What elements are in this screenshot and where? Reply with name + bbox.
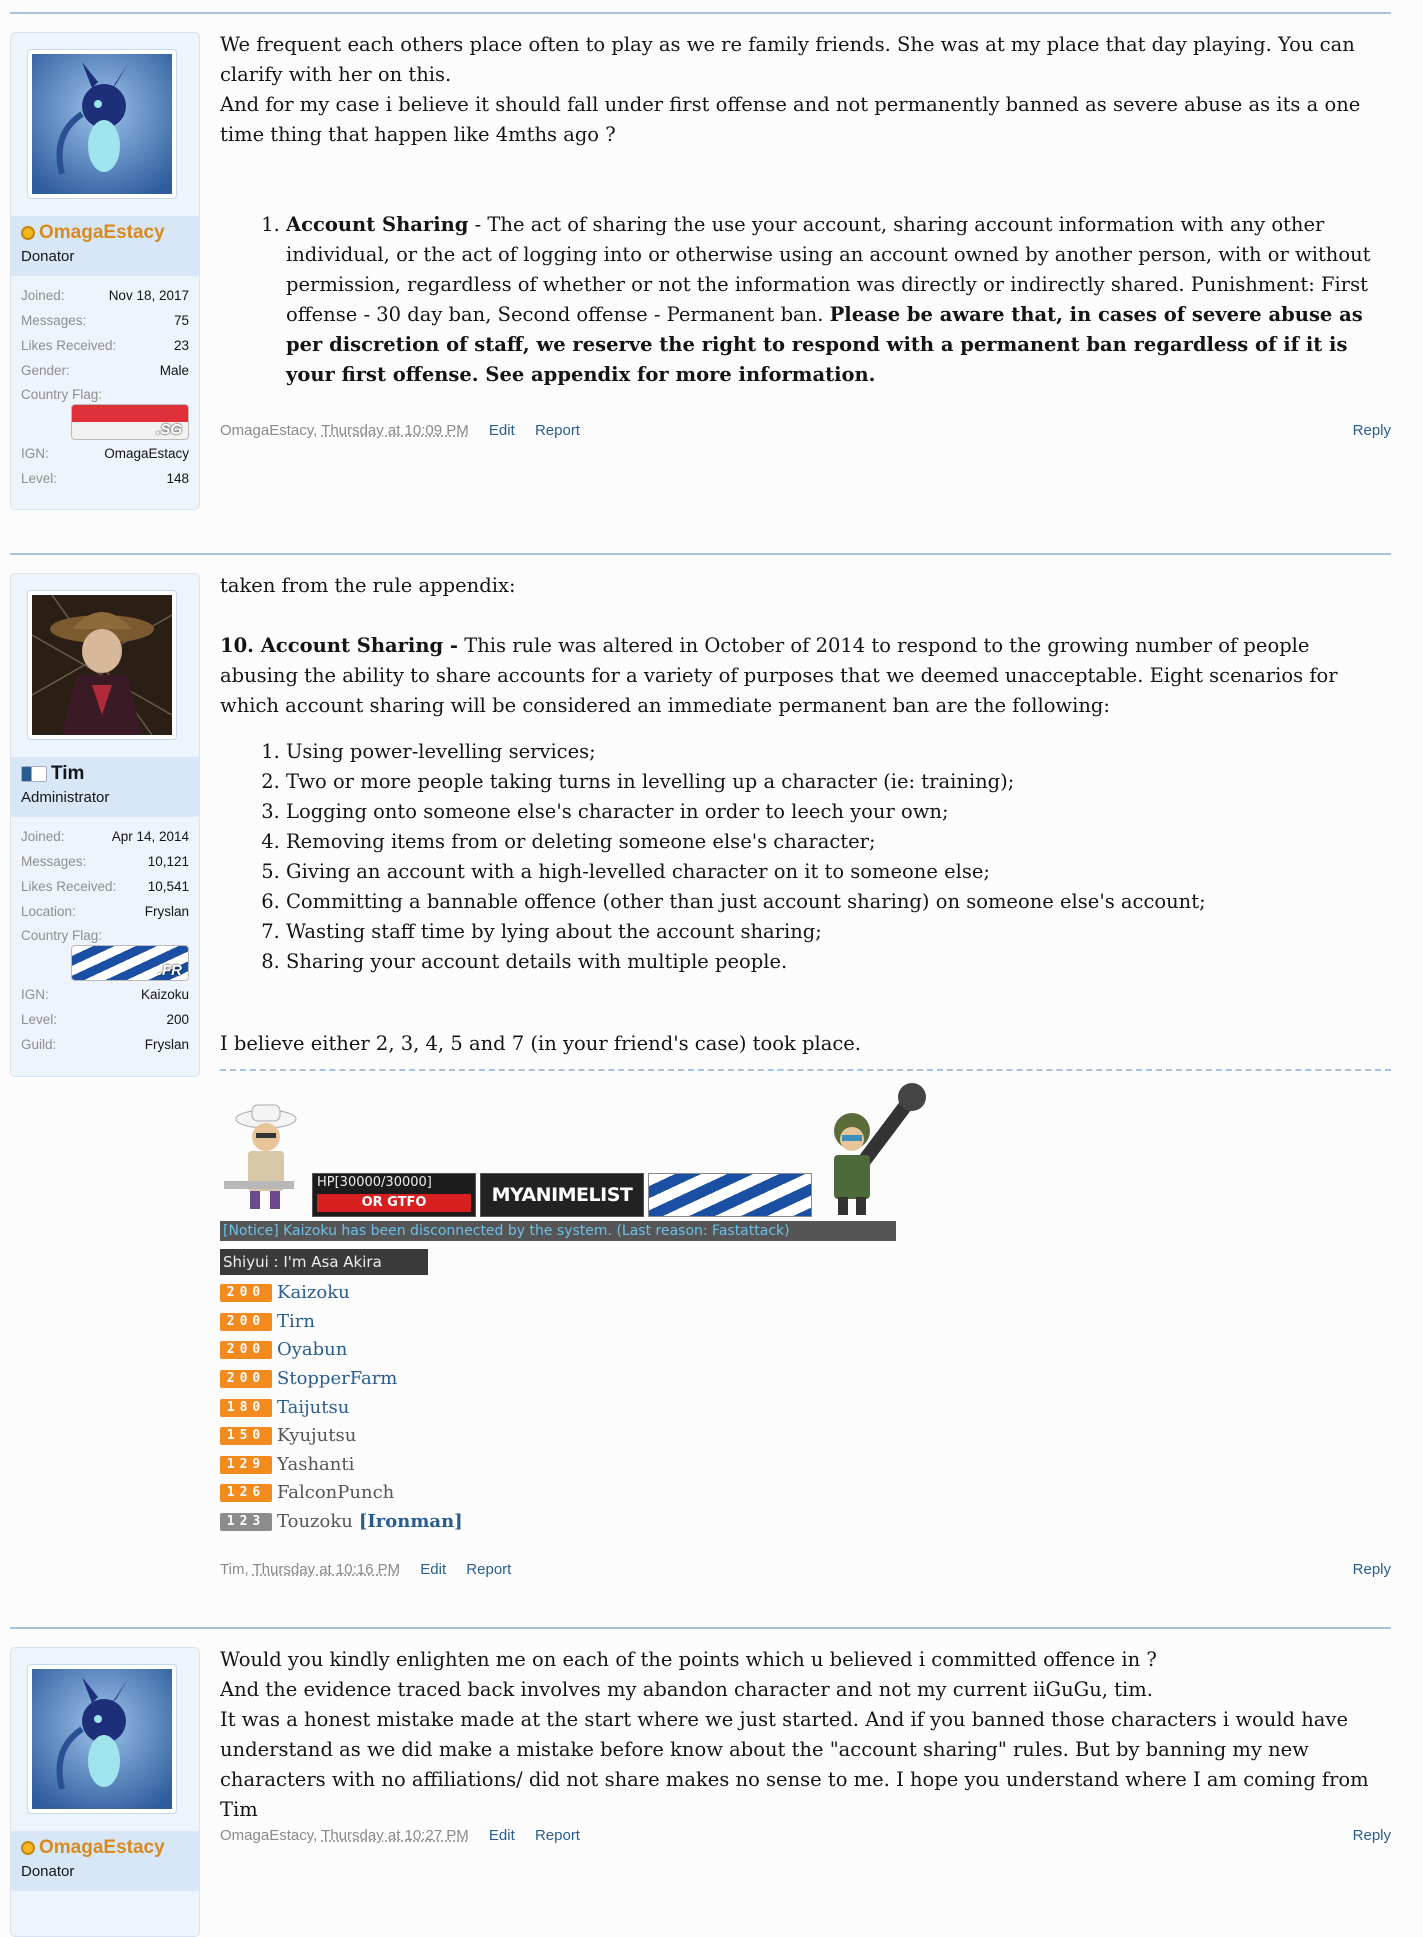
info-country-flag — [21, 383, 189, 438]
donator-badge-icon — [21, 226, 35, 240]
user-name-block — [11, 757, 199, 817]
info-level — [21, 466, 189, 491]
scenario-item: 5. Giving an account with a high-levelled character on it to someone else; — [286, 857, 1391, 887]
rule-text: - The act of sharing the use your account, sharing account information with any other individual, or the act of logging into or otherwise using an account owned by another person, with or without permission, regardless of whether or not the information was directly or indirectly shared. Punishment: First offense - 30 day ban, Second offense - Permanent ban. — [286, 213, 1371, 326]
level-badge: 150 — [220, 1427, 272, 1445]
post-omagaestacy-2 — [10, 1627, 1391, 1911]
character-name: Touzoku — [277, 1511, 353, 1533]
character-name-link[interactable]: Tirn — [277, 1310, 315, 1332]
scenario-item: 2. Two or more people taking turns in levelling up a character (ie: training); — [286, 767, 1391, 797]
report-button[interactable]: Report — [534, 1827, 580, 1844]
info-label: Messages: — [21, 313, 87, 328]
level-badge: 200 — [220, 1341, 272, 1359]
message-paragraph: I believe either 2, 3, 4, 5 and 7 (in your friend's case) took place. — [220, 1032, 862, 1055]
info-label: Likes Received: — [21, 338, 117, 353]
info-label: Country Flag: — [21, 928, 103, 943]
level-badge: 126 — [220, 1484, 272, 1502]
rule-item — [286, 210, 1391, 390]
character-name: FalconPunch — [277, 1482, 395, 1504]
info-label: Joined: — [21, 829, 65, 844]
info-likes — [21, 874, 189, 899]
post-author[interactable]: OmagaEstacy — [220, 422, 314, 439]
avatar[interactable] — [27, 590, 177, 740]
info-joined — [21, 824, 189, 849]
info-value: Apr 14, 2014 — [111, 829, 189, 844]
scenario-item: 6. Committing a bannable offence (other than just account sharing) on someone else's account; — [286, 887, 1391, 917]
character-row — [220, 1365, 463, 1394]
info-label: Country Flag: — [21, 387, 103, 402]
user-name-block — [11, 216, 199, 276]
info-value: Kaizoku — [140, 987, 189, 1002]
flag-code: .SG — [156, 421, 182, 438]
info-label: Level: — [21, 1012, 58, 1027]
character-row — [220, 1336, 463, 1365]
info-country-flag — [21, 924, 189, 979]
user-sidebar — [10, 32, 200, 510]
edit-button[interactable]: Edit — [488, 1827, 515, 1844]
message-paragraph: We frequent each others place often to play as we re family friends. She was at my place that day playing. You can clarify with her on this. — [220, 33, 1355, 86]
character-row — [220, 1308, 463, 1337]
singapore-flag-icon — [71, 404, 189, 440]
user-title: Donator — [21, 248, 75, 265]
chat-bubble: Shiyui : I'm Asa Akira — [220, 1249, 428, 1275]
username-link[interactable] — [21, 763, 84, 785]
character-name-link[interactable]: Kaizoku — [277, 1282, 350, 1304]
report-button[interactable]: Report — [466, 1561, 512, 1578]
info-likes — [21, 333, 189, 358]
post-tim — [10, 553, 1391, 1625]
info-value: 10,541 — [147, 879, 189, 894]
post-meta: OmagaEstacy, Thursday at 10:27 PM Edit Report Reply — [220, 1827, 1391, 1844]
scenario-item: 1. Using power-levelling services; — [286, 737, 1391, 767]
info-value: Nov 18, 2017 — [108, 288, 189, 303]
ironman-tag[interactable]: [Ironman] — [358, 1511, 463, 1533]
message-paragraph: And for my case i believe it should fall under first offense and not permanently banned as severe abuse as its a one time thing that happen like 4mths ago ? — [220, 93, 1361, 146]
info-level — [21, 1007, 189, 1032]
reply-button[interactable]: Reply — [1352, 422, 1391, 439]
signature — [220, 1071, 1391, 1551]
info-guild — [21, 1032, 189, 1057]
system-notice: [Notice] Kaizoku has been disconnected by the system. (Last reason: Fastattack) — [220, 1221, 896, 1241]
hp-text: HP[30000/30000] — [317, 1175, 432, 1190]
user-name-block — [11, 1831, 199, 1891]
info-label: Messages: — [21, 854, 87, 869]
info-value: OmagaEstacy — [104, 446, 189, 461]
info-value[interactable]: 10,121 — [147, 854, 189, 869]
username-text: OmagaEstacy — [39, 222, 165, 243]
post-message — [220, 571, 1391, 1551]
info-label: IGN: — [21, 987, 49, 1002]
info-gender — [21, 358, 189, 383]
flag-code: .FR — [157, 962, 182, 979]
info-value: 23 — [173, 338, 189, 353]
username-link[interactable] — [21, 1837, 165, 1859]
message-paragraph: Would you kindly enlighten me on each of the points which u believed i committed offence in ? — [220, 1648, 1157, 1671]
info-label: Location: — [21, 904, 76, 919]
info-value: Fryslan — [144, 1037, 189, 1052]
info-messages — [21, 849, 189, 874]
username-text: OmagaEstacy — [39, 1837, 165, 1858]
user-sidebar — [10, 1647, 200, 1937]
fryslan-flag-banner-icon — [648, 1173, 812, 1217]
character-name-link[interactable]: Oyabun — [277, 1339, 348, 1361]
user-info — [21, 283, 189, 491]
info-value: 148 — [166, 471, 189, 486]
post-author[interactable]: Tim — [220, 1561, 245, 1578]
username-text: Tim — [51, 763, 85, 784]
character-row — [220, 1422, 463, 1451]
level-badge: 123 — [220, 1513, 272, 1531]
character-name: Yashanti — [277, 1453, 355, 1475]
level-badge: 129 — [220, 1456, 272, 1474]
avatar[interactable] — [27, 49, 177, 199]
character-name-link[interactable]: StopperFarm — [277, 1368, 398, 1390]
report-button[interactable]: Report — [534, 422, 580, 439]
info-label: Gender: — [21, 363, 70, 378]
message-paragraph: taken from the rule appendix: — [220, 574, 516, 597]
post-meta: Tim, Thursday at 10:16 PM Edit Report Reply — [220, 1561, 1391, 1578]
mal-text: MYANIMELIST — [491, 1184, 633, 1206]
post-author[interactable]: OmagaEstacy — [220, 1827, 314, 1844]
info-joined — [21, 283, 189, 308]
reply-button[interactable]: Reply — [1352, 1561, 1391, 1578]
reply-button[interactable]: Reply — [1352, 1827, 1391, 1844]
info-label: Level: — [21, 471, 58, 486]
rule-title: Account Sharing — [286, 213, 469, 236]
info-ign — [21, 441, 189, 466]
username-link[interactable] — [21, 222, 165, 244]
level-badge: 200 — [220, 1284, 272, 1302]
user-title: Administrator — [21, 789, 110, 806]
character-row — [220, 1451, 463, 1480]
edit-button[interactable]: Edit — [420, 1561, 447, 1578]
post-meta: OmagaEstacy, Thursday at 10:09 PM Edit Report Reply — [220, 422, 1391, 439]
user-title: Donator — [21, 1863, 75, 1880]
post-date[interactable]: Thursday at 10:16 PM — [252, 1561, 401, 1578]
scenario-item: 4. Removing items from or deleting someone else's character; — [286, 827, 1391, 857]
staff-badge-icon — [21, 766, 47, 782]
post-date[interactable]: Thursday at 10:09 PM — [321, 422, 469, 439]
user-info — [21, 824, 189, 1057]
info-value: Male — [159, 363, 189, 378]
info-location — [21, 899, 189, 924]
character-row — [220, 1279, 463, 1308]
info-label: IGN: — [21, 446, 49, 461]
level-badge: 180 — [220, 1399, 272, 1417]
info-label: Joined: — [21, 288, 65, 303]
post-omagaestacy-1 — [10, 12, 1391, 514]
scenario-list — [220, 737, 1391, 977]
info-label: Guild: — [21, 1037, 57, 1052]
level-badge: 200 — [220, 1313, 272, 1331]
message-paragraph: And the evidence traced back involves my abandon character and not my current iiGuGu, tim. — [220, 1678, 1153, 1701]
rule-text: This rule was altered in October of 2014 to respond to the growing number of people abusing the ability to share accounts for a variety of purposes that we deemed unacceptable. Eight scenarios for which account sharing will be considered an immediate permanent ban are the following: — [220, 634, 1338, 717]
avatar-image — [32, 54, 172, 194]
message-paragraph: It was a honest mistake made at the start where we just started. And if you banned those characters i would have understand as we did make a mistake before know about the "account sharing" rules. But by banning my new characters with no affiliations/ did not share makes no sense to me. I hope you understand where I am coming from Tim — [220, 1708, 1369, 1821]
hp-sub: OR GTFO — [317, 1194, 471, 1212]
character-sprite-icon — [220, 1101, 312, 1211]
edit-button[interactable]: Edit — [488, 422, 515, 439]
scenario-item: 8. Sharing your account details with multiple people. — [286, 947, 1391, 977]
post-message — [220, 30, 1391, 390]
info-ign — [21, 982, 189, 1007]
user-sidebar — [10, 573, 200, 1077]
hp-banner — [312, 1173, 476, 1217]
avatar-image — [32, 1669, 172, 1809]
info-value[interactable]: Fryslan — [144, 904, 189, 919]
avatar[interactable] — [27, 1664, 177, 1814]
scenario-item: 7. Wasting staff time by lying about the account sharing; — [286, 917, 1391, 947]
character-row — [220, 1479, 463, 1508]
post-date[interactable]: Thursday at 10:27 PM — [321, 1827, 469, 1844]
info-value[interactable]: 75 — [173, 313, 189, 328]
donator-badge-icon — [21, 1841, 35, 1855]
info-label: Likes Received: — [21, 879, 117, 894]
character-row — [220, 1393, 463, 1422]
character-name-link[interactable]: Taijutsu — [277, 1396, 350, 1418]
character-sprite-icon — [812, 1077, 932, 1217]
fryslan-flag-icon — [71, 945, 189, 981]
character-row — [220, 1508, 463, 1537]
info-messages — [21, 308, 189, 333]
info-value: 200 — [166, 1012, 189, 1027]
scenario-item: 3. Logging onto someone else's character in order to leech your own; — [286, 797, 1391, 827]
rule-heading: 10. Account Sharing - — [220, 634, 459, 657]
character-list — [220, 1279, 463, 1536]
message-paragraph — [220, 631, 1391, 721]
character-name: Kyujutsu — [277, 1425, 357, 1447]
myanimelist-banner[interactable] — [480, 1173, 644, 1217]
level-badge: 200 — [220, 1370, 272, 1388]
post-message — [220, 1645, 1391, 1825]
rule-warning: Please be aware that, in cases of severe abuse as per discretion of staff, we reserve the right to respond with a permanent ban regardless of if it is your first offense. See appendix for more information. — [286, 303, 1363, 386]
avatar-image — [32, 595, 172, 735]
quoted-rule-list — [220, 210, 1391, 390]
